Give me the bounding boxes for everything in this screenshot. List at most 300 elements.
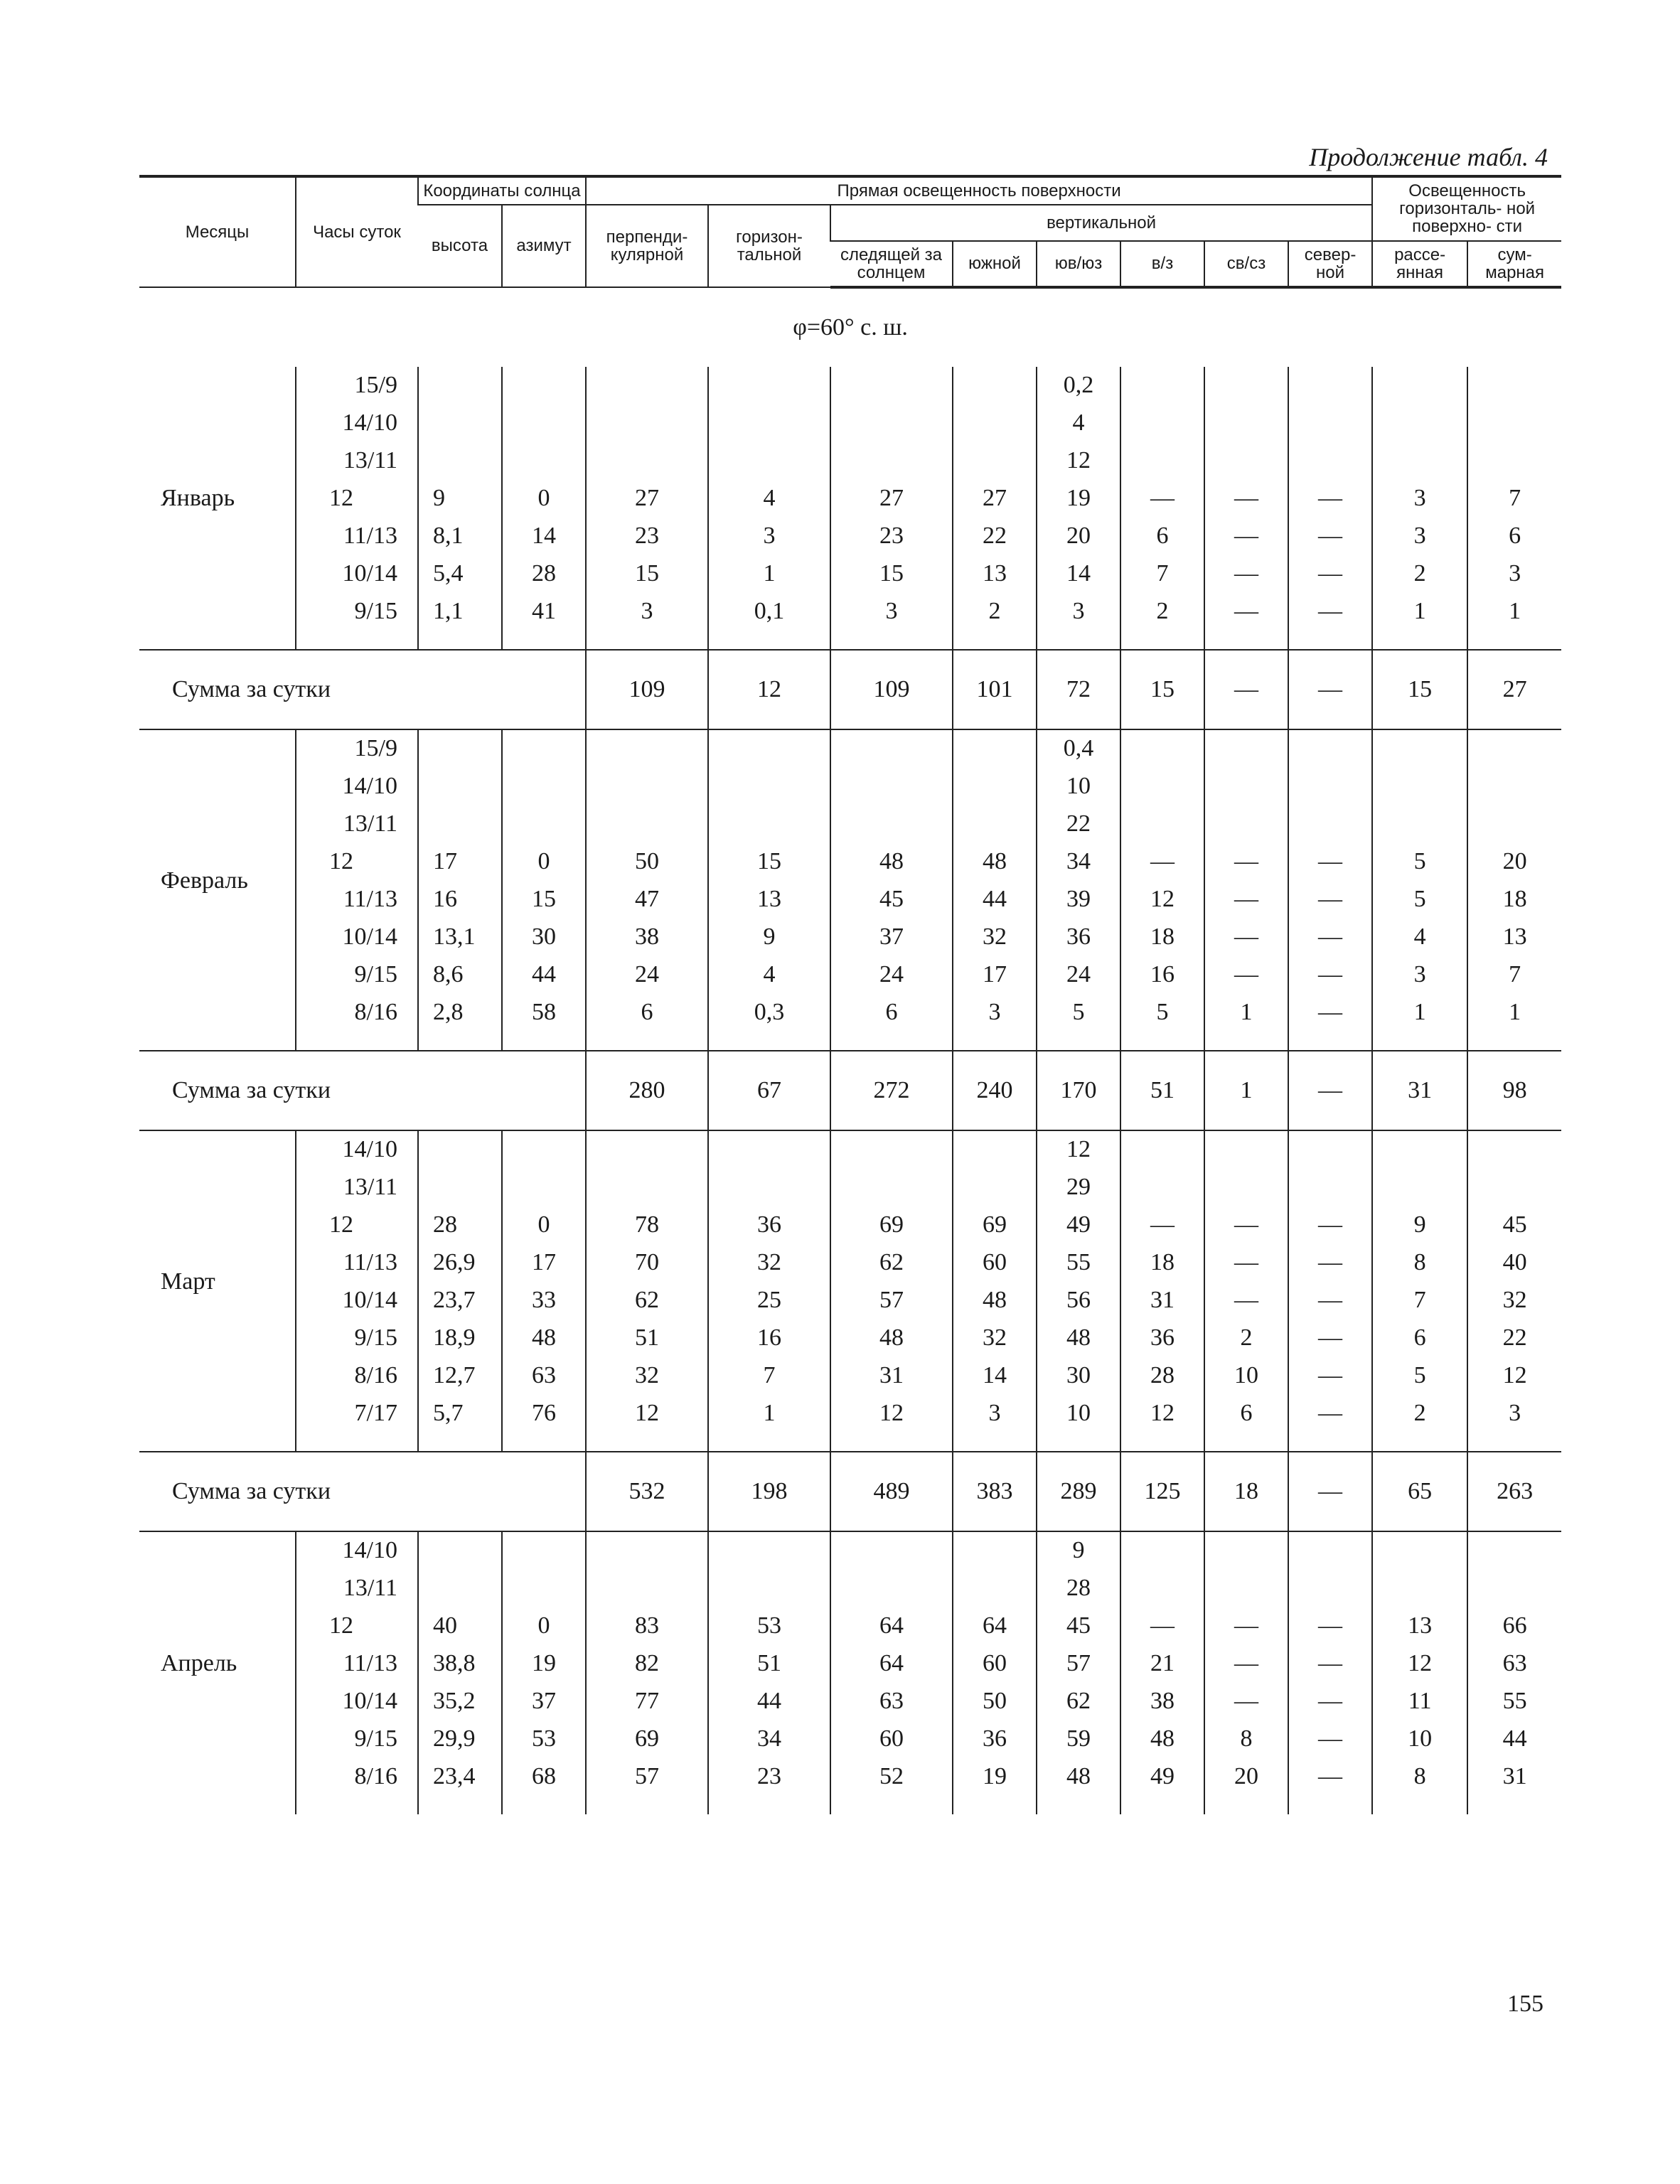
value-cell (418, 442, 502, 480)
sum-cell: — (1288, 650, 1372, 729)
value-cell: 5 (1372, 843, 1467, 881)
sum-cell: 240 (953, 1051, 1037, 1130)
value-cell: 19 (953, 1758, 1037, 1796)
value-cell (953, 1531, 1037, 1570)
value-cell: 5,4 (418, 555, 502, 593)
value-cell (586, 1169, 708, 1206)
value-cell: 64 (830, 1607, 953, 1645)
value-cell: — (1288, 1607, 1372, 1645)
value-cell (1204, 1169, 1288, 1206)
value-cell: 24 (1037, 956, 1120, 994)
value-cell (1120, 729, 1204, 768)
value-cell (502, 729, 586, 768)
sum-cell: 101 (953, 650, 1037, 729)
value-cell: 22 (1467, 1320, 1561, 1357)
col-north: север- ной (1288, 241, 1372, 287)
value-cell: 22 (1037, 805, 1120, 843)
value-cell: 40 (418, 1607, 502, 1645)
value-cell (1120, 405, 1204, 442)
value-cell: 48 (1037, 1758, 1120, 1796)
value-cell: 20 (1037, 518, 1120, 555)
value-cell: 49 (1037, 1206, 1120, 1244)
sum-cell: 272 (830, 1051, 953, 1130)
sum-cell: 125 (1120, 1452, 1204, 1531)
value-cell (502, 442, 586, 480)
sum-cell: 51 (1120, 1051, 1204, 1130)
value-cell: 45 (830, 881, 953, 919)
value-cell: 36 (953, 1720, 1037, 1758)
value-cell (418, 768, 502, 805)
value-cell (953, 405, 1037, 442)
hour-cell: 13/11 (296, 805, 418, 843)
value-cell (953, 442, 1037, 480)
col-total: сум- марная (1467, 241, 1561, 287)
value-cell: 32 (586, 1357, 708, 1395)
value-cell: 6 (1372, 1320, 1467, 1357)
latitude-label: φ=60° с. ш. (793, 314, 908, 341)
value-cell: 59 (1037, 1720, 1120, 1758)
value-cell (1467, 1570, 1561, 1607)
value-cell (830, 405, 953, 442)
value-cell: 8,6 (418, 956, 502, 994)
value-cell: 44 (1467, 1720, 1561, 1758)
value-cell: 3 (953, 994, 1037, 1032)
value-cell (708, 1570, 830, 1607)
value-cell: 31 (830, 1357, 953, 1395)
sum-cell: 12 (708, 650, 830, 729)
sum-label: Сумма за сутки (139, 650, 586, 729)
col-direct-illumination: Прямая освещенность поверхности (586, 176, 1372, 205)
value-cell: — (1204, 555, 1288, 593)
value-cell (1120, 442, 1204, 480)
value-cell: 69 (586, 1720, 708, 1758)
value-cell (708, 729, 830, 768)
value-cell (953, 805, 1037, 843)
value-cell: 26,9 (418, 1244, 502, 1282)
value-cell (1288, 1570, 1372, 1607)
value-cell (1467, 367, 1561, 405)
hour-cell: 9/15 (296, 956, 418, 994)
value-cell: 8 (1372, 1758, 1467, 1796)
value-cell: 8 (1372, 1244, 1467, 1282)
value-cell: 38 (586, 919, 708, 956)
value-cell: 23 (586, 518, 708, 555)
value-cell: 32 (953, 1320, 1037, 1357)
value-cell: — (1120, 480, 1204, 518)
value-cell: 38 (1120, 1683, 1204, 1720)
value-cell (708, 1130, 830, 1169)
value-cell: 6 (1467, 518, 1561, 555)
value-cell: 1 (1372, 593, 1467, 631)
table-row (139, 1645, 1561, 1683)
value-cell: — (1204, 1244, 1288, 1282)
sum-cell: 289 (1037, 1452, 1120, 1531)
sum-cell: — (1204, 650, 1288, 729)
value-cell (708, 805, 830, 843)
hour-cell: 9/15 (296, 1720, 418, 1758)
hour-cell: 10/14 (296, 919, 418, 956)
hour-cell: 15/9 (296, 367, 418, 405)
value-cell (830, 367, 953, 405)
value-cell: 21 (1120, 1645, 1204, 1683)
table-row (139, 442, 1561, 480)
table-row (139, 994, 1561, 1032)
value-cell: 3 (953, 1395, 1037, 1433)
value-cell: — (1288, 518, 1372, 555)
hour-cell: 9/15 (296, 1320, 418, 1357)
value-cell: 48 (953, 1282, 1037, 1320)
value-cell (708, 442, 830, 480)
sum-cell: 31 (1372, 1051, 1467, 1130)
page-number: 155 (1507, 1991, 1543, 2017)
hour-cell: 12 (296, 480, 418, 518)
hour-cell: 8/16 (296, 1758, 418, 1796)
value-cell: 45 (1037, 1607, 1120, 1645)
col-sun-coords: Координаты солнца (418, 176, 586, 205)
value-cell: 51 (586, 1320, 708, 1357)
value-cell (708, 1169, 830, 1206)
value-cell (1288, 442, 1372, 480)
month-name: Март (161, 1268, 215, 1295)
value-cell (1372, 1570, 1467, 1607)
col-horizontal-illumination: Освещенность горизонталь- ной поверхно- сти (1372, 176, 1561, 241)
value-cell: — (1288, 1357, 1372, 1395)
sum-label: Сумма за сутки (139, 1051, 586, 1130)
hour-cell: 13/11 (296, 1169, 418, 1206)
value-cell (1467, 1130, 1561, 1169)
value-cell: — (1288, 1645, 1372, 1683)
hour-cell: 10/14 (296, 1282, 418, 1320)
value-cell (502, 805, 586, 843)
value-cell: 24 (830, 956, 953, 994)
value-cell: — (1288, 1320, 1372, 1357)
value-cell (502, 1169, 586, 1206)
table-row (139, 1570, 1561, 1607)
value-cell: — (1288, 480, 1372, 518)
value-cell: 64 (953, 1607, 1037, 1645)
hour-cell: 9/15 (296, 593, 418, 631)
table-row (139, 729, 1561, 768)
value-cell: 3 (1372, 956, 1467, 994)
value-cell: 32 (1467, 1282, 1561, 1320)
value-cell: 15 (708, 843, 830, 881)
value-cell: 44 (953, 881, 1037, 919)
value-cell (1204, 1531, 1288, 1570)
value-cell (586, 805, 708, 843)
table-row (139, 367, 1561, 405)
value-cell: 22 (953, 518, 1037, 555)
value-cell: — (1204, 881, 1288, 919)
hour-cell: 12 (296, 1206, 418, 1244)
table-row (139, 1320, 1561, 1357)
value-cell (1372, 805, 1467, 843)
value-cell: 0,3 (708, 994, 830, 1032)
value-cell: 10 (1204, 1357, 1288, 1395)
col-perpendicular: перпенди- кулярной (586, 205, 708, 287)
value-cell (502, 1130, 586, 1169)
value-cell: 34 (1037, 843, 1120, 881)
value-cell (586, 768, 708, 805)
value-cell (1120, 768, 1204, 805)
month-name: Февраль (161, 867, 248, 894)
value-cell: — (1204, 1282, 1288, 1320)
value-cell: — (1288, 555, 1372, 593)
value-cell (1467, 1169, 1561, 1206)
value-cell: — (1204, 919, 1288, 956)
value-cell: 44 (708, 1683, 830, 1720)
value-cell (586, 405, 708, 442)
value-cell: 3 (1372, 518, 1467, 555)
value-cell: 50 (586, 843, 708, 881)
value-cell: 60 (953, 1645, 1037, 1683)
value-cell: 3 (830, 593, 953, 631)
value-cell (418, 367, 502, 405)
value-cell: 77 (586, 1683, 708, 1720)
hour-cell: 14/10 (296, 768, 418, 805)
value-cell: 6 (1120, 518, 1204, 555)
value-cell (1120, 805, 1204, 843)
value-cell: 1 (708, 1395, 830, 1433)
month-name: Апрель (161, 1650, 237, 1677)
value-cell: 57 (830, 1282, 953, 1320)
value-cell: — (1120, 843, 1204, 881)
value-cell (586, 1531, 708, 1570)
value-cell: 45 (1467, 1206, 1561, 1244)
value-cell (708, 405, 830, 442)
value-cell: 64 (830, 1645, 953, 1683)
daily-sum-row (139, 1452, 1561, 1531)
value-cell (953, 367, 1037, 405)
value-cell: 56 (1037, 1282, 1120, 1320)
table-row (139, 805, 1561, 843)
value-cell: 52 (830, 1758, 953, 1796)
value-cell (830, 805, 953, 843)
hour-cell: 12 (296, 843, 418, 881)
value-cell (1120, 1570, 1204, 1607)
value-cell: 10 (1037, 1395, 1120, 1433)
value-cell: 2,8 (418, 994, 502, 1032)
value-cell: 48 (830, 1320, 953, 1357)
col-months: Месяцы (139, 176, 296, 287)
hour-cell: 13/11 (296, 442, 418, 480)
value-cell: 62 (1037, 1683, 1120, 1720)
table-row (139, 843, 1561, 881)
value-cell: 2 (1120, 593, 1204, 631)
hour-cell: 12 (296, 1607, 418, 1645)
value-cell: 23 (830, 518, 953, 555)
sum-cell: 198 (708, 1452, 830, 1531)
table-row (139, 919, 1561, 956)
hour-cell: 15/9 (296, 729, 418, 768)
value-cell (586, 729, 708, 768)
value-cell: 33 (502, 1282, 586, 1320)
value-cell: 1 (1467, 994, 1561, 1032)
value-cell: 3 (1037, 593, 1120, 631)
col-se-sw: юв/юз (1037, 241, 1120, 287)
value-cell: 3 (1372, 480, 1467, 518)
value-cell: 17 (418, 843, 502, 881)
value-cell: 16 (418, 881, 502, 919)
value-cell: 17 (502, 1244, 586, 1282)
value-cell (830, 1130, 953, 1169)
value-cell: 38,8 (418, 1645, 502, 1683)
hour-cell: 10/14 (296, 1683, 418, 1720)
table-row (139, 1720, 1561, 1758)
value-cell (418, 729, 502, 768)
col-azimuth: азимут (502, 205, 586, 287)
value-cell (1204, 405, 1288, 442)
value-cell (1288, 805, 1372, 843)
sum-cell: 170 (1037, 1051, 1120, 1130)
value-cell: — (1204, 480, 1288, 518)
value-cell: 0,1 (708, 593, 830, 631)
value-cell: — (1120, 1607, 1204, 1645)
col-e-w: в/з (1120, 241, 1204, 287)
value-cell (502, 768, 586, 805)
value-cell: 5 (1372, 881, 1467, 919)
value-cell: 50 (953, 1683, 1037, 1720)
value-cell (830, 1169, 953, 1206)
value-cell: 82 (586, 1645, 708, 1683)
value-cell: 40 (1467, 1244, 1561, 1282)
value-cell: 23 (708, 1758, 830, 1796)
value-cell: 6 (830, 994, 953, 1032)
value-cell: 0 (502, 480, 586, 518)
value-cell: 4 (708, 956, 830, 994)
table-row (139, 593, 1561, 631)
value-cell: 28 (1037, 1570, 1120, 1607)
value-cell: 27 (586, 480, 708, 518)
value-cell (1204, 367, 1288, 405)
value-cell: 10 (1037, 768, 1120, 805)
hour-cell: 8/16 (296, 994, 418, 1032)
value-cell (1288, 1130, 1372, 1169)
value-cell: 12,7 (418, 1357, 502, 1395)
value-cell (418, 1531, 502, 1570)
value-cell (502, 405, 586, 442)
solar-illumination-table (139, 175, 1561, 1814)
value-cell: 20 (1204, 1758, 1288, 1796)
value-cell: 32 (953, 919, 1037, 956)
value-cell: 7 (1467, 956, 1561, 994)
value-cell (1467, 405, 1561, 442)
hour-cell: 13/11 (296, 1570, 418, 1607)
value-cell: 0 (502, 1607, 586, 1645)
hour-cell: 11/13 (296, 1645, 418, 1683)
value-cell (1120, 1531, 1204, 1570)
value-cell (1204, 805, 1288, 843)
value-cell: — (1288, 593, 1372, 631)
value-cell (1372, 442, 1467, 480)
value-cell: 7 (1372, 1282, 1467, 1320)
value-cell: 7 (1467, 480, 1561, 518)
value-cell: — (1204, 593, 1288, 631)
value-cell (1372, 768, 1467, 805)
value-cell (1204, 1130, 1288, 1169)
value-cell: 4 (1037, 405, 1120, 442)
value-cell: 69 (830, 1206, 953, 1244)
value-cell (1467, 805, 1561, 843)
value-cell: 0 (502, 843, 586, 881)
value-cell (1372, 1169, 1467, 1206)
value-cell: 36 (1120, 1320, 1204, 1357)
sum-label: Сумма за сутки (139, 1452, 586, 1531)
value-cell: 27 (830, 480, 953, 518)
value-cell: — (1204, 1206, 1288, 1244)
value-cell: — (1288, 1244, 1372, 1282)
value-cell: — (1120, 1206, 1204, 1244)
value-cell (502, 1531, 586, 1570)
sum-cell: 109 (586, 650, 708, 729)
value-cell (708, 1531, 830, 1570)
value-cell (830, 729, 953, 768)
value-cell: 2 (1372, 555, 1467, 593)
value-cell (953, 1169, 1037, 1206)
value-cell (1467, 1531, 1561, 1570)
value-cell: 44 (502, 956, 586, 994)
value-cell: 18 (1120, 919, 1204, 956)
value-cell: 48 (830, 843, 953, 881)
value-cell: 24 (586, 956, 708, 994)
value-cell: 7 (708, 1357, 830, 1395)
table-row (139, 1607, 1561, 1645)
value-cell: 1 (1204, 994, 1288, 1032)
value-cell: 12 (1120, 881, 1204, 919)
value-cell (953, 1570, 1037, 1607)
value-cell: 70 (586, 1244, 708, 1282)
value-cell: 6 (586, 994, 708, 1032)
value-cell: 12 (586, 1395, 708, 1433)
value-cell (708, 768, 830, 805)
value-cell: — (1288, 994, 1372, 1032)
value-cell: 78 (586, 1206, 708, 1244)
value-cell: 14 (502, 518, 586, 555)
hour-cell: 14/10 (296, 1531, 418, 1570)
value-cell (1372, 1130, 1467, 1169)
col-south: южной (953, 241, 1037, 287)
value-cell: 16 (1120, 956, 1204, 994)
value-cell: 34 (708, 1720, 830, 1758)
value-cell (586, 367, 708, 405)
value-cell: 8,1 (418, 518, 502, 555)
value-cell: 4 (708, 480, 830, 518)
value-cell: 5 (1120, 994, 1204, 1032)
value-cell: 15 (502, 881, 586, 919)
value-cell: 10 (1372, 1720, 1467, 1758)
table-row (139, 1206, 1561, 1244)
value-cell: 1 (1372, 994, 1467, 1032)
value-cell: 12 (1037, 442, 1120, 480)
value-cell: 32 (708, 1244, 830, 1282)
sum-cell: 109 (830, 650, 953, 729)
value-cell: 18,9 (418, 1320, 502, 1357)
value-cell: 23,4 (418, 1758, 502, 1796)
value-cell: 19 (1037, 480, 1120, 518)
value-cell: 28 (1120, 1357, 1204, 1395)
hour-cell: 14/10 (296, 405, 418, 442)
value-cell (1467, 442, 1561, 480)
value-cell (1288, 1531, 1372, 1570)
sum-cell: 18 (1204, 1452, 1288, 1531)
value-cell (418, 1130, 502, 1169)
value-cell: 31 (1467, 1758, 1561, 1796)
value-cell: — (1288, 1683, 1372, 1720)
value-cell: 30 (1037, 1357, 1120, 1395)
value-cell: 0 (502, 1206, 586, 1244)
value-cell: 3 (586, 593, 708, 631)
value-cell: 66 (1467, 1607, 1561, 1645)
value-cell: 83 (586, 1607, 708, 1645)
